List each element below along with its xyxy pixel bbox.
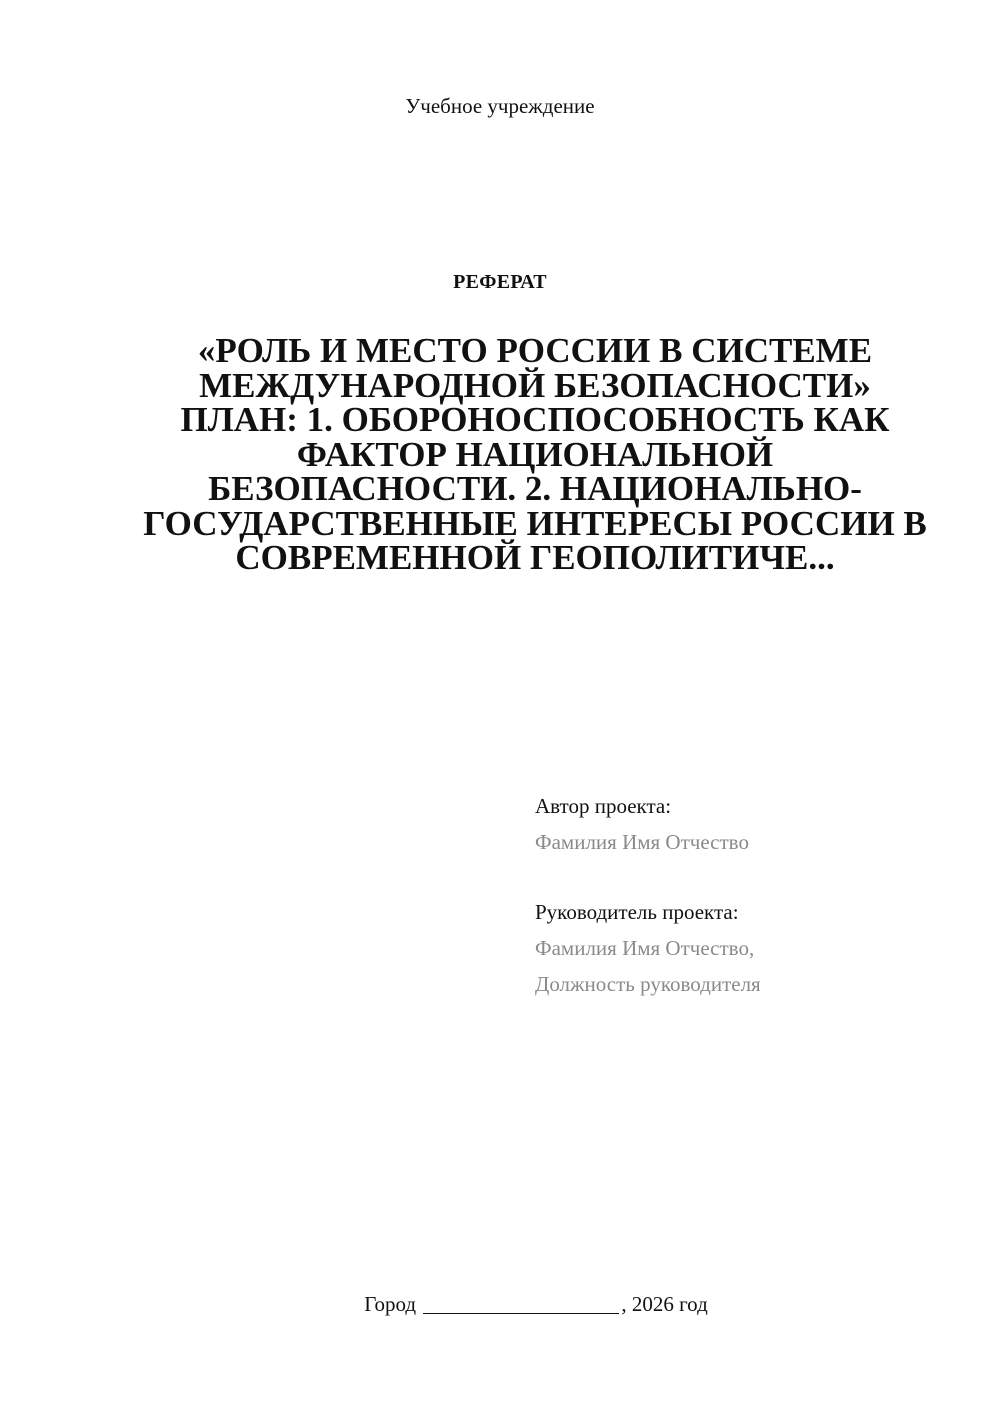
supervisor-label: Руководитель проекта: <box>535 900 739 924</box>
city-year-line <box>0 1290 1000 1318</box>
year-text: , 2026 год <box>621 1292 708 1316</box>
document-title: «РОЛЬ И МЕСТО РОССИИ В СИСТЕМЕ МЕЖДУНАРОДНОЙ БЕЗОПАСНОСТИ» ПЛАН: 1. ОБОРОНОСПОСОБНОСТЬ КАК ФАКТОР НАЦИОНАЛЬНОЙ БЕЗОПАСНОСТИ. 2. НАЦИОНАЛЬНО-ГОСУДАРСТВЕННЫЕ ИНТЕРЕСЫ РОССИИ В СОВРЕМЕННОЙ ГЕОПОЛИТИЧЕ... <box>143 331 927 577</box>
city-blank-line <box>423 1293 619 1314</box>
city-label: Город <box>364 1292 417 1316</box>
institution-name: Учебное учреждение <box>405 94 595 118</box>
author-name: Фамилия Имя Отчество <box>535 830 749 854</box>
author-block <box>535 788 975 1002</box>
spacer <box>535 860 975 894</box>
author-label: Автор проекта: <box>535 794 672 818</box>
supervisor-position: Должность руководителя <box>535 972 761 996</box>
supervisor-name: Фамилия Имя Отчество, <box>535 936 755 960</box>
document-type-label: РЕФЕРАТ <box>453 271 547 293</box>
